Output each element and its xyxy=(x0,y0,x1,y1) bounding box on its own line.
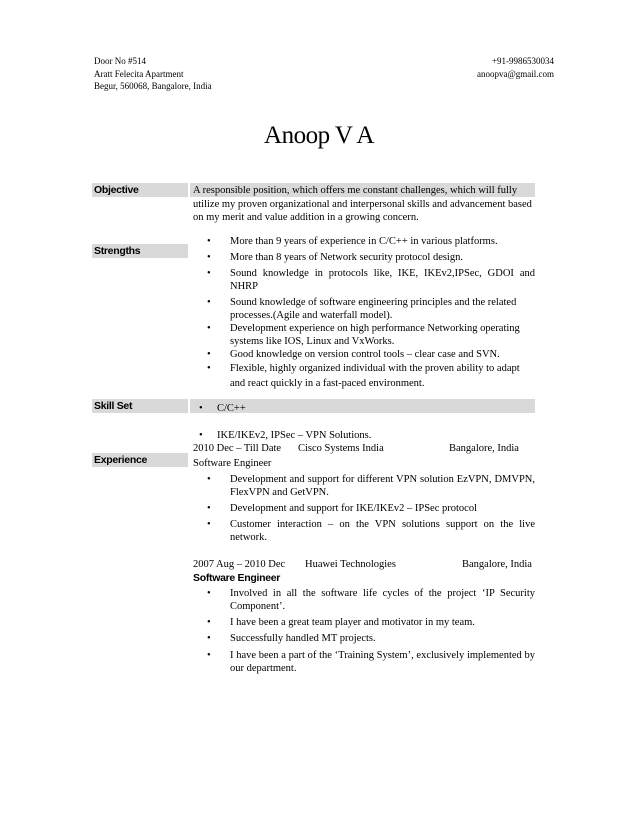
job-role: Software Engineer xyxy=(193,458,272,469)
section-heading-skill-set: Skill Set xyxy=(92,399,188,413)
job-dates: 2010 Dec – Till Date xyxy=(193,443,282,454)
job-role: Software Engineer xyxy=(193,572,281,584)
address-block xyxy=(94,55,212,93)
section-heading-strengths: Strengths xyxy=(92,244,188,258)
email-address: anoopva@gmail.com xyxy=(476,68,554,79)
section-heading-objective: Objective xyxy=(92,183,188,197)
contact-block xyxy=(477,55,554,80)
candidate-name: Anoop V A xyxy=(264,122,374,149)
job-location: Bangalore, India xyxy=(462,559,532,570)
phone-number: +91-9986530034 xyxy=(491,56,554,66)
job-location: Bangalore, India xyxy=(449,443,519,454)
job-company: Cisco Systems India xyxy=(298,443,384,454)
address-line: Door No #514 xyxy=(94,56,146,66)
address-line: Begur, 560068, Bangalore, India xyxy=(94,81,212,91)
job-dates: 2007 Aug – 2010 Dec xyxy=(193,559,286,570)
job-company: Huawei Technologies xyxy=(305,559,396,570)
address-line: Aratt Felecita Apartment xyxy=(94,68,184,79)
section-heading-experience: Experience xyxy=(92,453,188,467)
objective-text: A responsible position, which offers me constant challenges, which will fully utilize my proven organizational and interpersonal skills and advancement based on my merit and value addition in a growing concern. xyxy=(193,185,532,223)
